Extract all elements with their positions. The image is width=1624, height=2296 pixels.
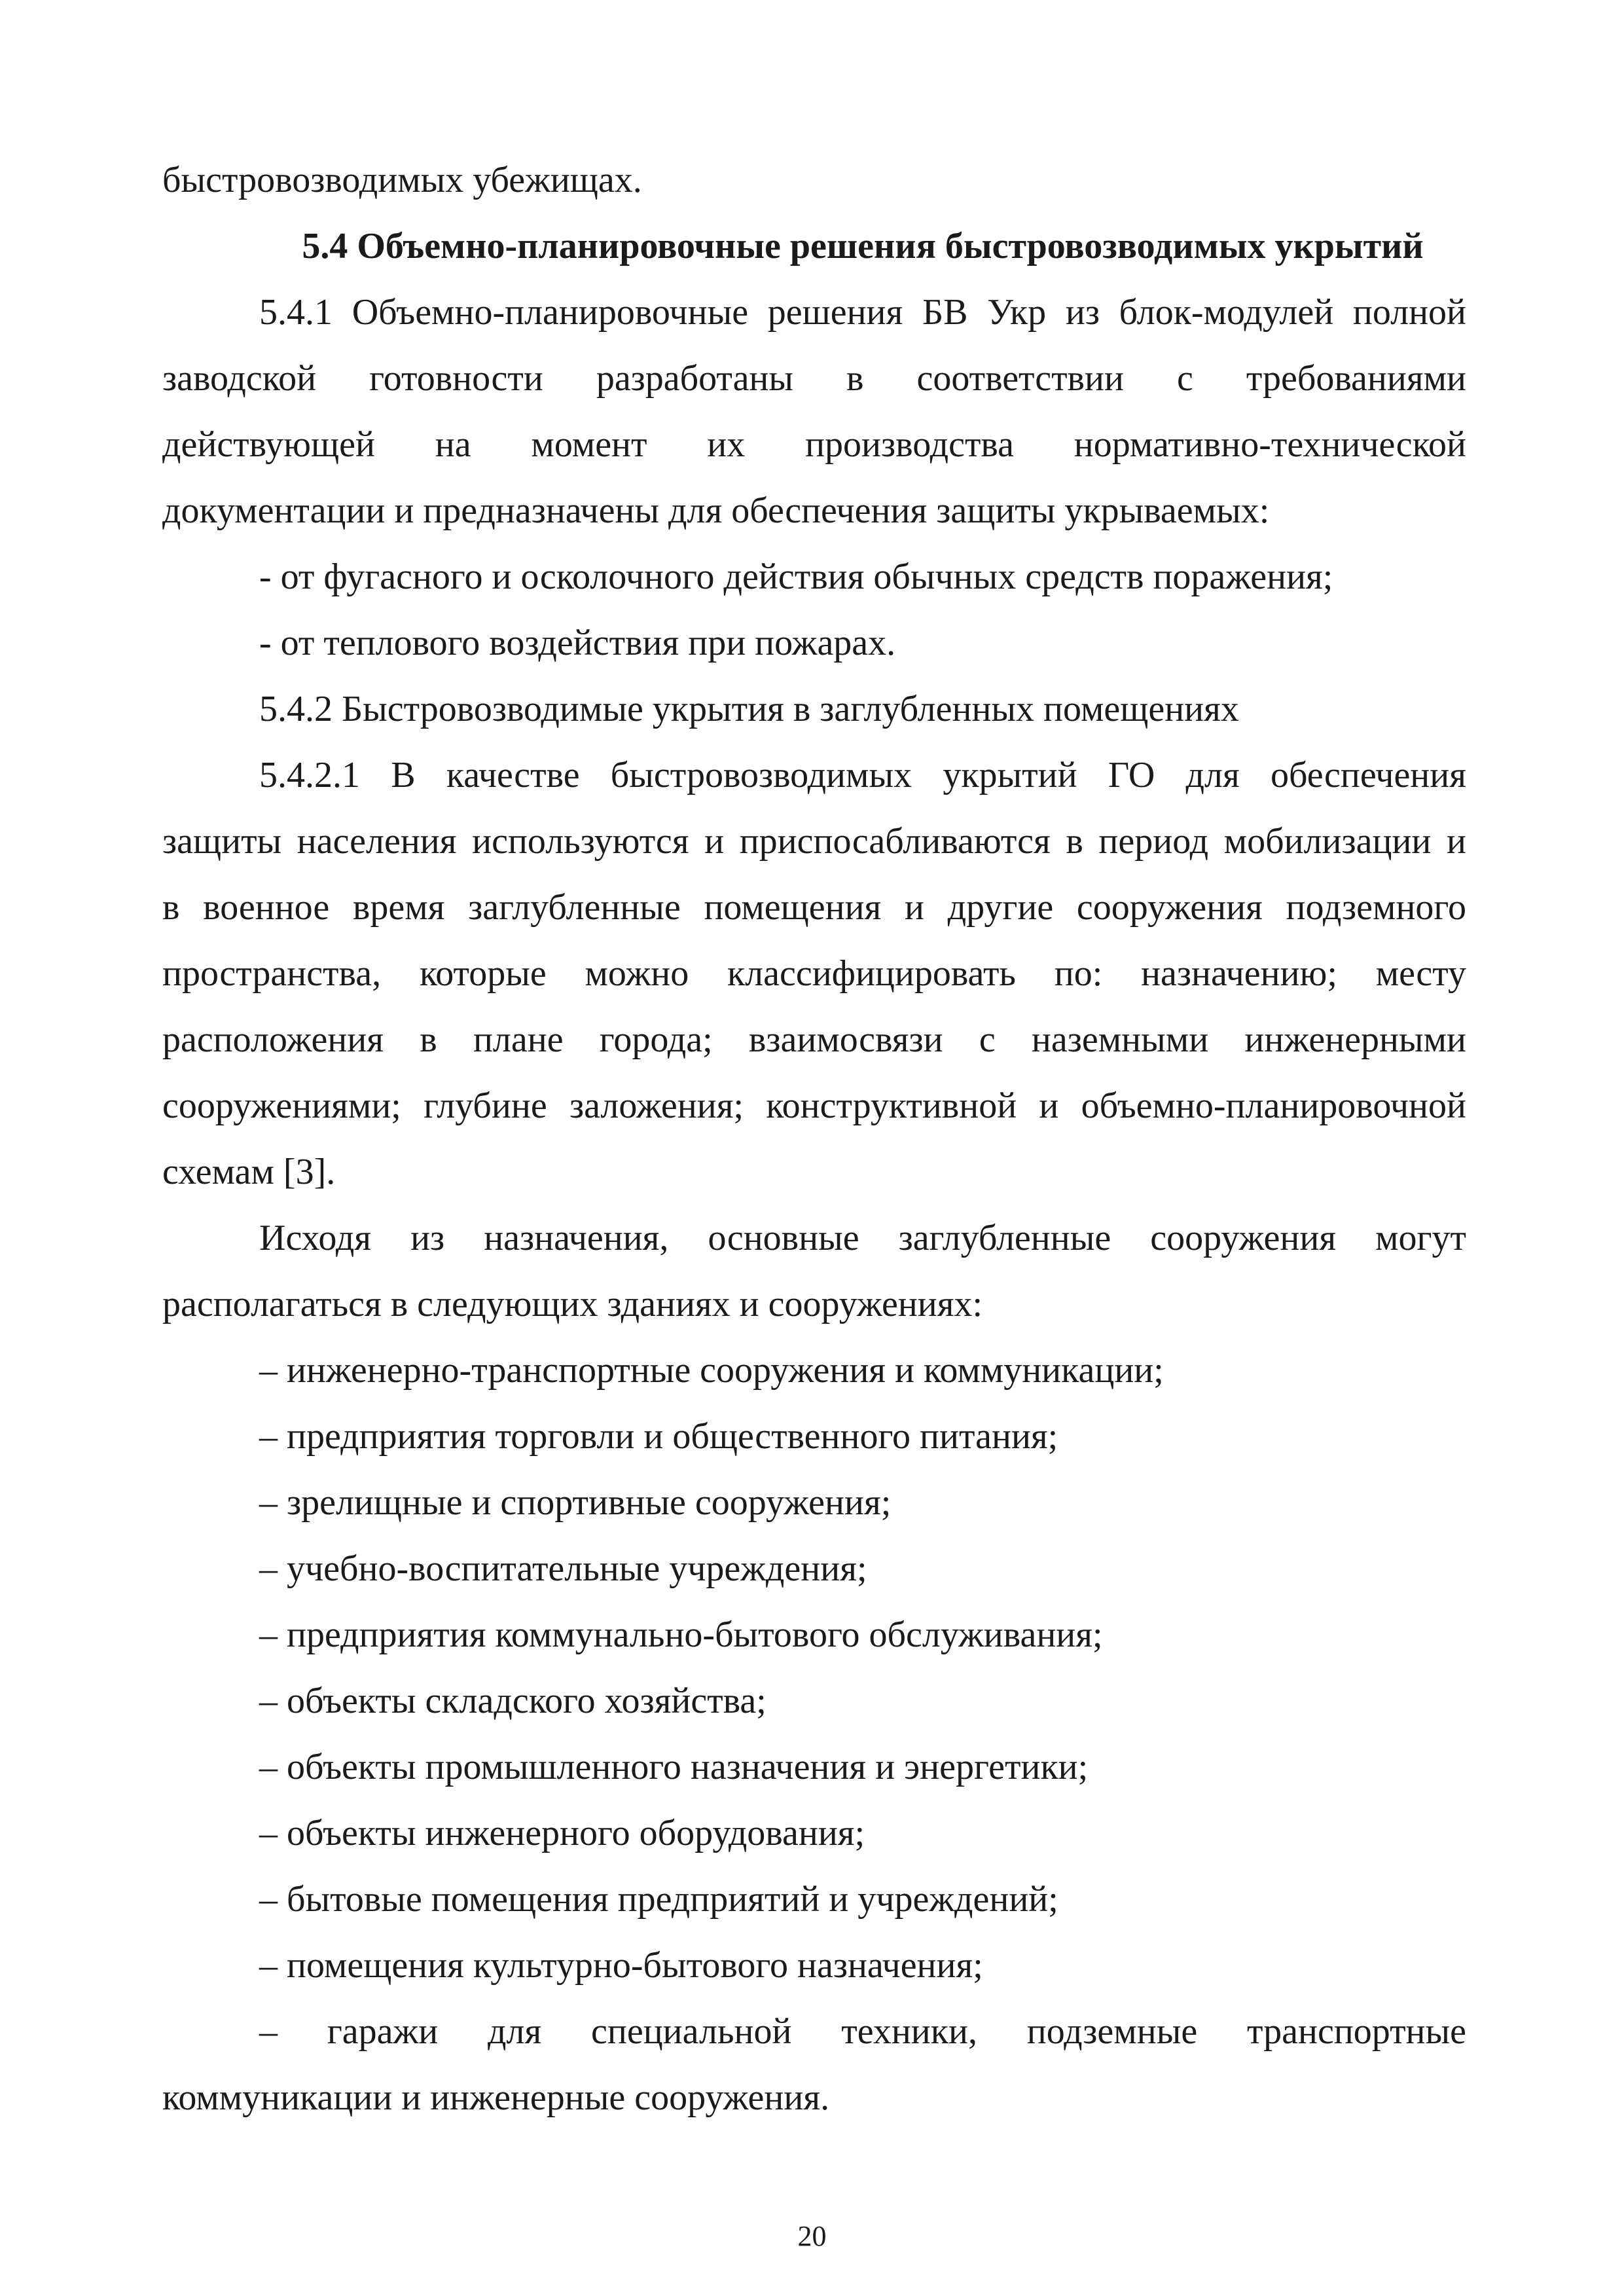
page-number: 20	[797, 2220, 827, 2252]
paragraph-line: 5.4.1 Объемно-планировочные решения БВ Укр из блок-модулей полной	[259, 292, 1466, 333]
list-item: – помещения культурно-бытового назначения;	[259, 1945, 983, 1986]
list-item: – объекты промышленного назначения и энергетики;	[259, 1747, 1089, 1787]
list-item: – бытовые помещения предприятий и учреждений;	[259, 1879, 1058, 1920]
continuation-text: быстровозводимых убежищах.	[162, 160, 642, 200]
paragraph-line: схемам [3].	[162, 1152, 336, 1192]
paragraph-line: Исходя из назначения, основные заглубленные сооружения могут	[259, 1218, 1466, 1258]
list-item: - от фугасного и осколочного действия обычных средств поражения;	[259, 556, 1333, 597]
list-item: – зрелищные и спортивные сооружения;	[259, 1482, 892, 1523]
document-page	[162, 147, 1466, 2131]
paragraph-line: пространства, которые можно классифицировать по: назначению; месту	[162, 953, 1466, 994]
section-heading: 5.4 Объемно-планировочные решения быстровозводимых укрытий	[302, 226, 1424, 266]
list-item: – инженерно-транспортные сооружения и коммуникации;	[259, 1350, 1164, 1391]
paragraph-line: располагаться в следующих зданиях и сооружениях:	[162, 1284, 983, 1324]
list-item: – учебно-воспитательные учреждения;	[259, 1548, 867, 1589]
list-item: – объекты складского хозяйства;	[259, 1681, 767, 1721]
paragraph-line: защиты населения используются и приспосабливаются в период мобилизации и	[162, 821, 1466, 862]
list-item-continuation: коммуникации и инженерные сооружения.	[162, 2077, 830, 2118]
paragraph-line: действующей на момент их производства нормативно-технической	[162, 424, 1466, 465]
list-item: - от теплового воздействия при пожарах.	[259, 623, 896, 663]
paragraph-line: сооружениями; глубине заложения; конструктивной и объемно-планировочной	[162, 1085, 1466, 1126]
paragraph-line: 5.4.2.1 В качестве быстровозводимых укрытий ГО для обеспечения	[259, 755, 1466, 795]
paragraph-line: расположения в плане города; взаимосвязи с наземными инженерными	[162, 1019, 1466, 1060]
list-item: – предприятия торговли и общественного питания;	[259, 1416, 1058, 1457]
paragraph-line: заводской готовности разработаны в соответствии с требованиями	[162, 358, 1466, 399]
paragraph-line: документации и предназначены для обеспечения защиты укрываемых:	[162, 490, 1270, 531]
subsection-heading: 5.4.2 Быстровозводимые укрытия в заглубленных помещениях	[259, 689, 1239, 729]
list-item: – предприятия коммунально-бытового обслуживания;	[259, 1614, 1103, 1655]
list-item: – гаражи для специальной техники, подземные транспортные	[259, 2011, 1466, 2052]
list-item: – объекты инженерного оборудования;	[259, 1813, 865, 1853]
paragraph-line: в военное время заглубленные помещения и другие сооружения подземного	[162, 887, 1466, 928]
